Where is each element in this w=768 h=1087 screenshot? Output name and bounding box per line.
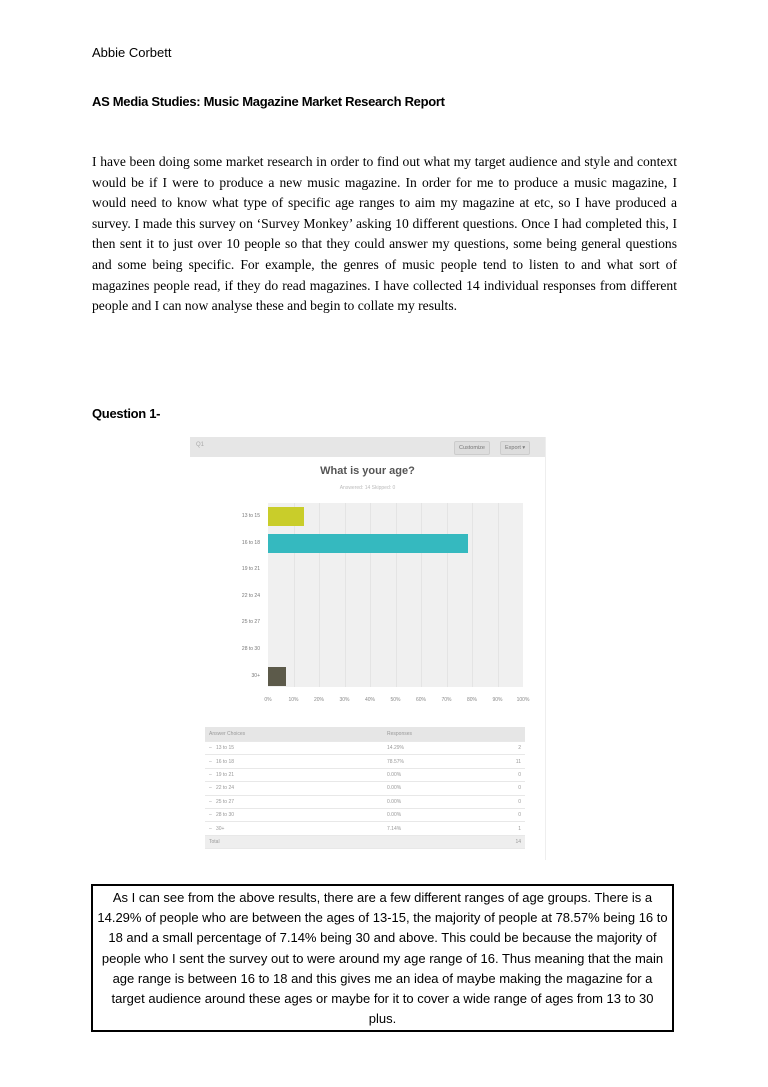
x-tick-label: 70% <box>441 697 452 703</box>
header-responses: Responses <box>383 727 525 742</box>
x-tick-label: 90% <box>492 697 503 703</box>
bar <box>268 667 286 686</box>
response-percent: 0.00% <box>383 808 475 821</box>
answer-choice: – 25 to 27 <box>205 795 383 808</box>
response-count: 0 <box>475 782 525 795</box>
response-percent: 0.00% <box>383 782 475 795</box>
answer-choice: – 19 to 21 <box>205 768 383 781</box>
x-tick-label: 30% <box>339 697 350 703</box>
gridline <box>345 503 346 687</box>
gridline <box>498 503 499 687</box>
response-percent: 14.29% <box>383 742 475 755</box>
gridline <box>472 503 473 687</box>
header-answer-choices: Answer Choices <box>205 727 383 742</box>
bar <box>268 507 304 526</box>
question-number: Q1 <box>196 442 205 448</box>
choice-label: 16 to 18 <box>215 758 235 765</box>
answer-choice: – 13 to 15 <box>205 742 383 755</box>
table-row <box>205 768 525 781</box>
answer-choice: – 22 to 24 <box>205 782 383 795</box>
x-tick-label: 80% <box>466 697 478 703</box>
response-count: 0 <box>475 808 525 821</box>
chart-title: What is your age? <box>320 465 415 477</box>
gridline <box>447 503 448 687</box>
bar <box>268 534 468 553</box>
y-category-label: 13 to 15 <box>241 513 260 519</box>
response-percent: 7.14% <box>383 822 475 835</box>
table-row <box>205 822 525 835</box>
answer-choice: – 16 to 18 <box>205 755 383 768</box>
response-count: 2 <box>475 742 525 755</box>
table-row <box>205 795 525 808</box>
choice-label: 25 to 27 <box>215 798 235 805</box>
y-category-label: 30+ <box>251 672 260 679</box>
total-label: Total <box>205 835 475 848</box>
response-count: 1 <box>475 822 525 835</box>
gridline <box>421 503 422 687</box>
analysis-box: As I can see from the above results, there are a few different ranges of age groups. There is a 14.29% of people who are between the ages of 13-15, the majority of people at 78.57% being 16 to 18 and a small percentage of 7.14% being 30 and above. This could be because the majority of people who I sent the survey out to were around my age range of 16. Thus meaning that the main age range is between 16 to 18 and this gives me an idea of maybe making the magazine for a target audience around these ages or maybe for it to cover a wide range of ages from 13 to 30 plus. <box>91 884 674 1032</box>
x-tick-label: 100% <box>516 697 530 703</box>
response-count: 0 <box>475 795 525 808</box>
response-percent: 78.57% <box>383 755 475 768</box>
response-percent: 0.00% <box>383 795 475 808</box>
response-count: 0 <box>475 768 525 781</box>
y-category-label: 22 to 24 <box>241 592 260 599</box>
table-row <box>205 742 525 755</box>
x-tick-label: 40% <box>364 697 376 703</box>
question-heading: Question 1- <box>92 406 161 421</box>
answer-choice: – 28 to 30 <box>205 808 383 821</box>
y-category-label: 16 to 18 <box>241 539 260 546</box>
response-count: 11 <box>475 755 525 768</box>
table-row <box>205 782 525 795</box>
x-tick-label: 10% <box>288 697 299 703</box>
x-tick-label: 60% <box>415 697 427 703</box>
answer-choice: – 30+ <box>205 822 383 835</box>
plot-area <box>268 503 523 687</box>
total-count: 14 <box>475 835 525 848</box>
gridline <box>370 503 371 687</box>
intro-paragraph: I have been doing some market research in order to find out what my target audience and style and context would be if I were to produce a new music magazine. In order for me to produce a music magazine, I would need to know what type of specific age ranges to aim my magazine at etc, so I have produced a survey. I made this survey on ‘Survey Monkey’ asking 10 different questions. Once I had completed this, I then sent it to just over 10 people so that they could answer my questions, some being general questions and some being specific. For example, the genres of music people tend to listen to and what sort of magazines people read, if they do read magazines. I have collected 14 individual responses from different people and I can now analyse these and begin to collate my results. <box>92 154 677 314</box>
author-name: Abbie Corbett <box>92 45 172 60</box>
x-tick-label: 20% <box>313 697 325 703</box>
customize-button[interactable]: Customize <box>454 441 490 455</box>
choice-label: 19 to 21 <box>215 771 235 778</box>
choice-label: 30+ <box>215 825 225 832</box>
survey-screenshot <box>190 437 546 860</box>
gridline <box>294 503 295 687</box>
response-percent: 0.00% <box>383 768 475 781</box>
choice-label: 22 to 24 <box>215 785 235 792</box>
export-button[interactable]: Export ▾ <box>500 441 530 455</box>
gridline <box>319 503 320 687</box>
x-tick-label: 0% <box>264 697 272 703</box>
y-category-label: 19 to 21 <box>241 566 260 573</box>
choice-label: 13 to 15 <box>215 745 235 752</box>
table-row <box>205 755 525 768</box>
y-category-label: 28 to 30 <box>241 646 260 652</box>
answered-skipped: Answered: 14 Skipped: 0 <box>339 485 396 491</box>
choice-label: 28 to 30 <box>215 812 235 819</box>
y-category-label: 25 to 27 <box>241 619 260 626</box>
gridline <box>396 503 397 687</box>
table-row <box>205 808 525 821</box>
responses-table <box>205 727 525 849</box>
report-title: AS Media Studies: Music Magazine Market Research Report <box>92 94 445 109</box>
x-tick-label: 50% <box>390 697 401 703</box>
survey-header <box>190 437 545 457</box>
